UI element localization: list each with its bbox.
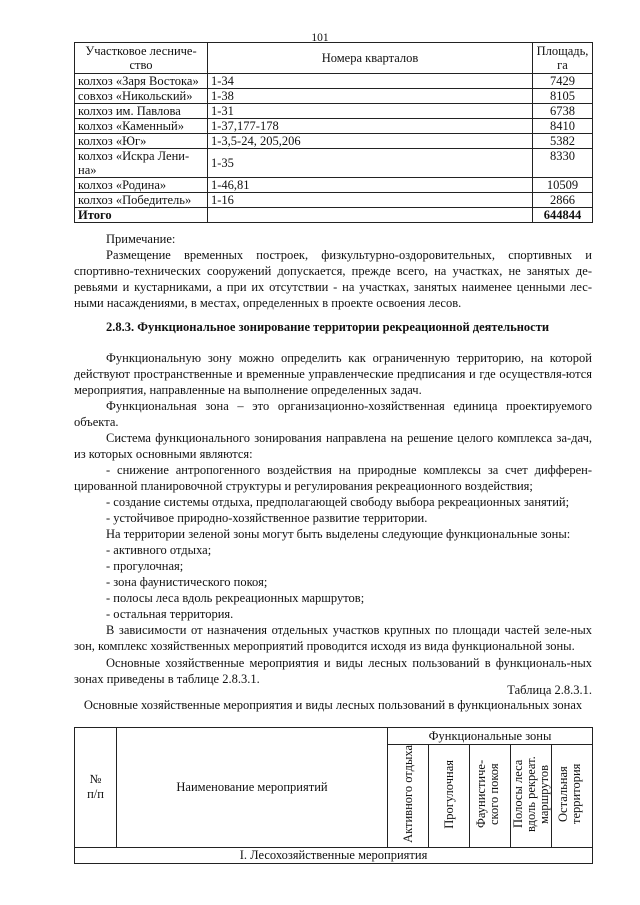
list-item: - остальная территория. [106, 607, 234, 621]
table-row [75, 134, 593, 149]
area-cell: 2866 [533, 193, 593, 208]
header-activity-name: Наименование мероприятий [117, 728, 388, 848]
forestry-name: совхоз «Никольский» [75, 89, 208, 104]
list-item: - устойчивое природно-хозяйственное развитие территории. [106, 511, 428, 525]
header-number-label: № п/п [87, 772, 104, 802]
table-header-row [75, 43, 593, 74]
table-row [75, 104, 593, 119]
table-row [75, 119, 593, 134]
table-row [75, 178, 593, 193]
quarters-cell: 1-34 [208, 74, 533, 89]
table-row [75, 89, 593, 104]
paragraph: В зависимости от назначения отдельных участков крупных по площади частей зеле-ных зон, комплекс хозяйственных мероприятий проводится исходя из вида функциональной зоны. [74, 623, 592, 653]
forestry-name: колхоз «Юг» [75, 134, 208, 149]
list-item: - создание системы отдыха, предполагающей свободу выбора рекреационных занятий; [106, 495, 570, 509]
quarters-cell: 1-3,5-24, 205,206 [208, 134, 533, 149]
paragraph: - снижение антропогенного воздействия на природные комплексы за счет дифферен-цированной планировочной структуры и регулирования рекреационного воздействия; [74, 463, 592, 493]
functional-zones-table [74, 727, 593, 864]
page-number: 101 [311, 32, 329, 44]
paragraph: Основные хозяйственные мероприятия и виды лесных пользований в функциональ-ных зонах приведены в таблице 2.8.3.1. [74, 656, 592, 686]
forestry-name: колхоз «Заря Востока» [75, 74, 208, 89]
table-row [75, 74, 593, 89]
paragraph: Система функционального зонирования направлена на решение целого комплекса за-дач, из которых основными являются: [74, 431, 592, 461]
zone-header-label: Активного отдыха [400, 745, 415, 843]
header-quarters: Номера кварталов [208, 43, 533, 74]
zone-header-label: Остальная территория [556, 763, 584, 825]
forestry-name: колхоз «Искра Лени-на» [75, 149, 208, 178]
quarters-cell: 1-35 [208, 149, 533, 178]
forestry-name: колхоз «Родина» [75, 178, 208, 193]
paragraph: На территории зеленой зоны могут быть выделены следующие функциональные зоны: [106, 527, 571, 541]
forestry-name: колхоз им. Павлова [75, 104, 208, 119]
table-row [75, 193, 593, 208]
section-row: I. Лесохозяйственные мероприятия [75, 847, 593, 863]
header-functional-zones: Функциональные зоны [388, 728, 593, 745]
quarters-cell: 1-38 [208, 89, 533, 104]
zone-header [429, 745, 470, 848]
table-number: Таблица 2.8.3.1. [507, 683, 592, 697]
area-cell: 7429 [533, 74, 593, 89]
total-empty [208, 208, 533, 223]
note-title: Примечание: [106, 232, 176, 246]
area-cell: 10509 [533, 178, 593, 193]
area-cell: 8410 [533, 119, 593, 134]
list-item: - полосы леса вдоль рекреационных маршрутов; [106, 591, 365, 605]
list-item: - активного отдыха; [106, 543, 212, 557]
list-item: - прогулочная; [106, 559, 184, 573]
paragraph: Функциональную зону можно определить как ограниченную территорию, на которой действуют пространственные и временные управленческие предписания и где осуществля-ются мероприятия, направленные на выполнение определенных задач. [74, 351, 592, 397]
area-cell: 6738 [533, 104, 593, 119]
zone-header [511, 745, 552, 848]
total-row [75, 208, 593, 223]
area-cell: 8330 [533, 149, 593, 178]
zone-header-label: Фаунистиче-ского покоя [474, 759, 501, 829]
table-caption: Основные хозяйственные мероприятия и виды лесных пользований в функциональных зонах [83, 698, 583, 712]
header-number [75, 728, 117, 848]
quarters-cell: 1-16 [208, 193, 533, 208]
zone-header [470, 745, 511, 848]
note-text: Размещение временных построек, физкультурно-оздоровительных, спортивных и спортивно-технических сооружений допускается, прежде всего, на участках, не занятых де-ревьями и кустарниками, а при их отсутствии - на участках, занятых наименее ценными лес-ными насаждениями, в местах, определенных в проекте освоения лесов. [74, 248, 592, 310]
zone-header [552, 745, 593, 848]
zone-header-label: Прогулочная [441, 759, 456, 829]
forestry-name: колхоз «Победитель» [75, 193, 208, 208]
table-row [75, 149, 593, 178]
quarters-cell: 1-46,81 [208, 178, 533, 193]
section-heading: 2.8.3. Функциональное зонирование территории рекреационной деятельности [106, 320, 550, 334]
header-forestry: Участковое лесниче-ство [75, 43, 208, 74]
forestry-name: колхоз «Каменный» [75, 119, 208, 134]
quarters-cell: 1-31 [208, 104, 533, 119]
forestry-areas-table [74, 42, 593, 223]
zone-header-label: Полосы леса вдоль рекреат. маршрутов [511, 756, 551, 832]
total-value: 644844 [533, 208, 593, 223]
zone-header [388, 745, 429, 848]
header-area: Площадь, га [533, 43, 593, 74]
list-item: - зона фаунистического покоя; [106, 575, 268, 589]
total-label: Итого [75, 208, 208, 223]
area-cell: 5382 [533, 134, 593, 149]
area-cell: 8105 [533, 89, 593, 104]
quarters-cell: 1-37,177-178 [208, 119, 533, 134]
paragraph: Функциональная зона – это организационно-хозяйственная единица проектируемого объекта. [74, 399, 592, 429]
